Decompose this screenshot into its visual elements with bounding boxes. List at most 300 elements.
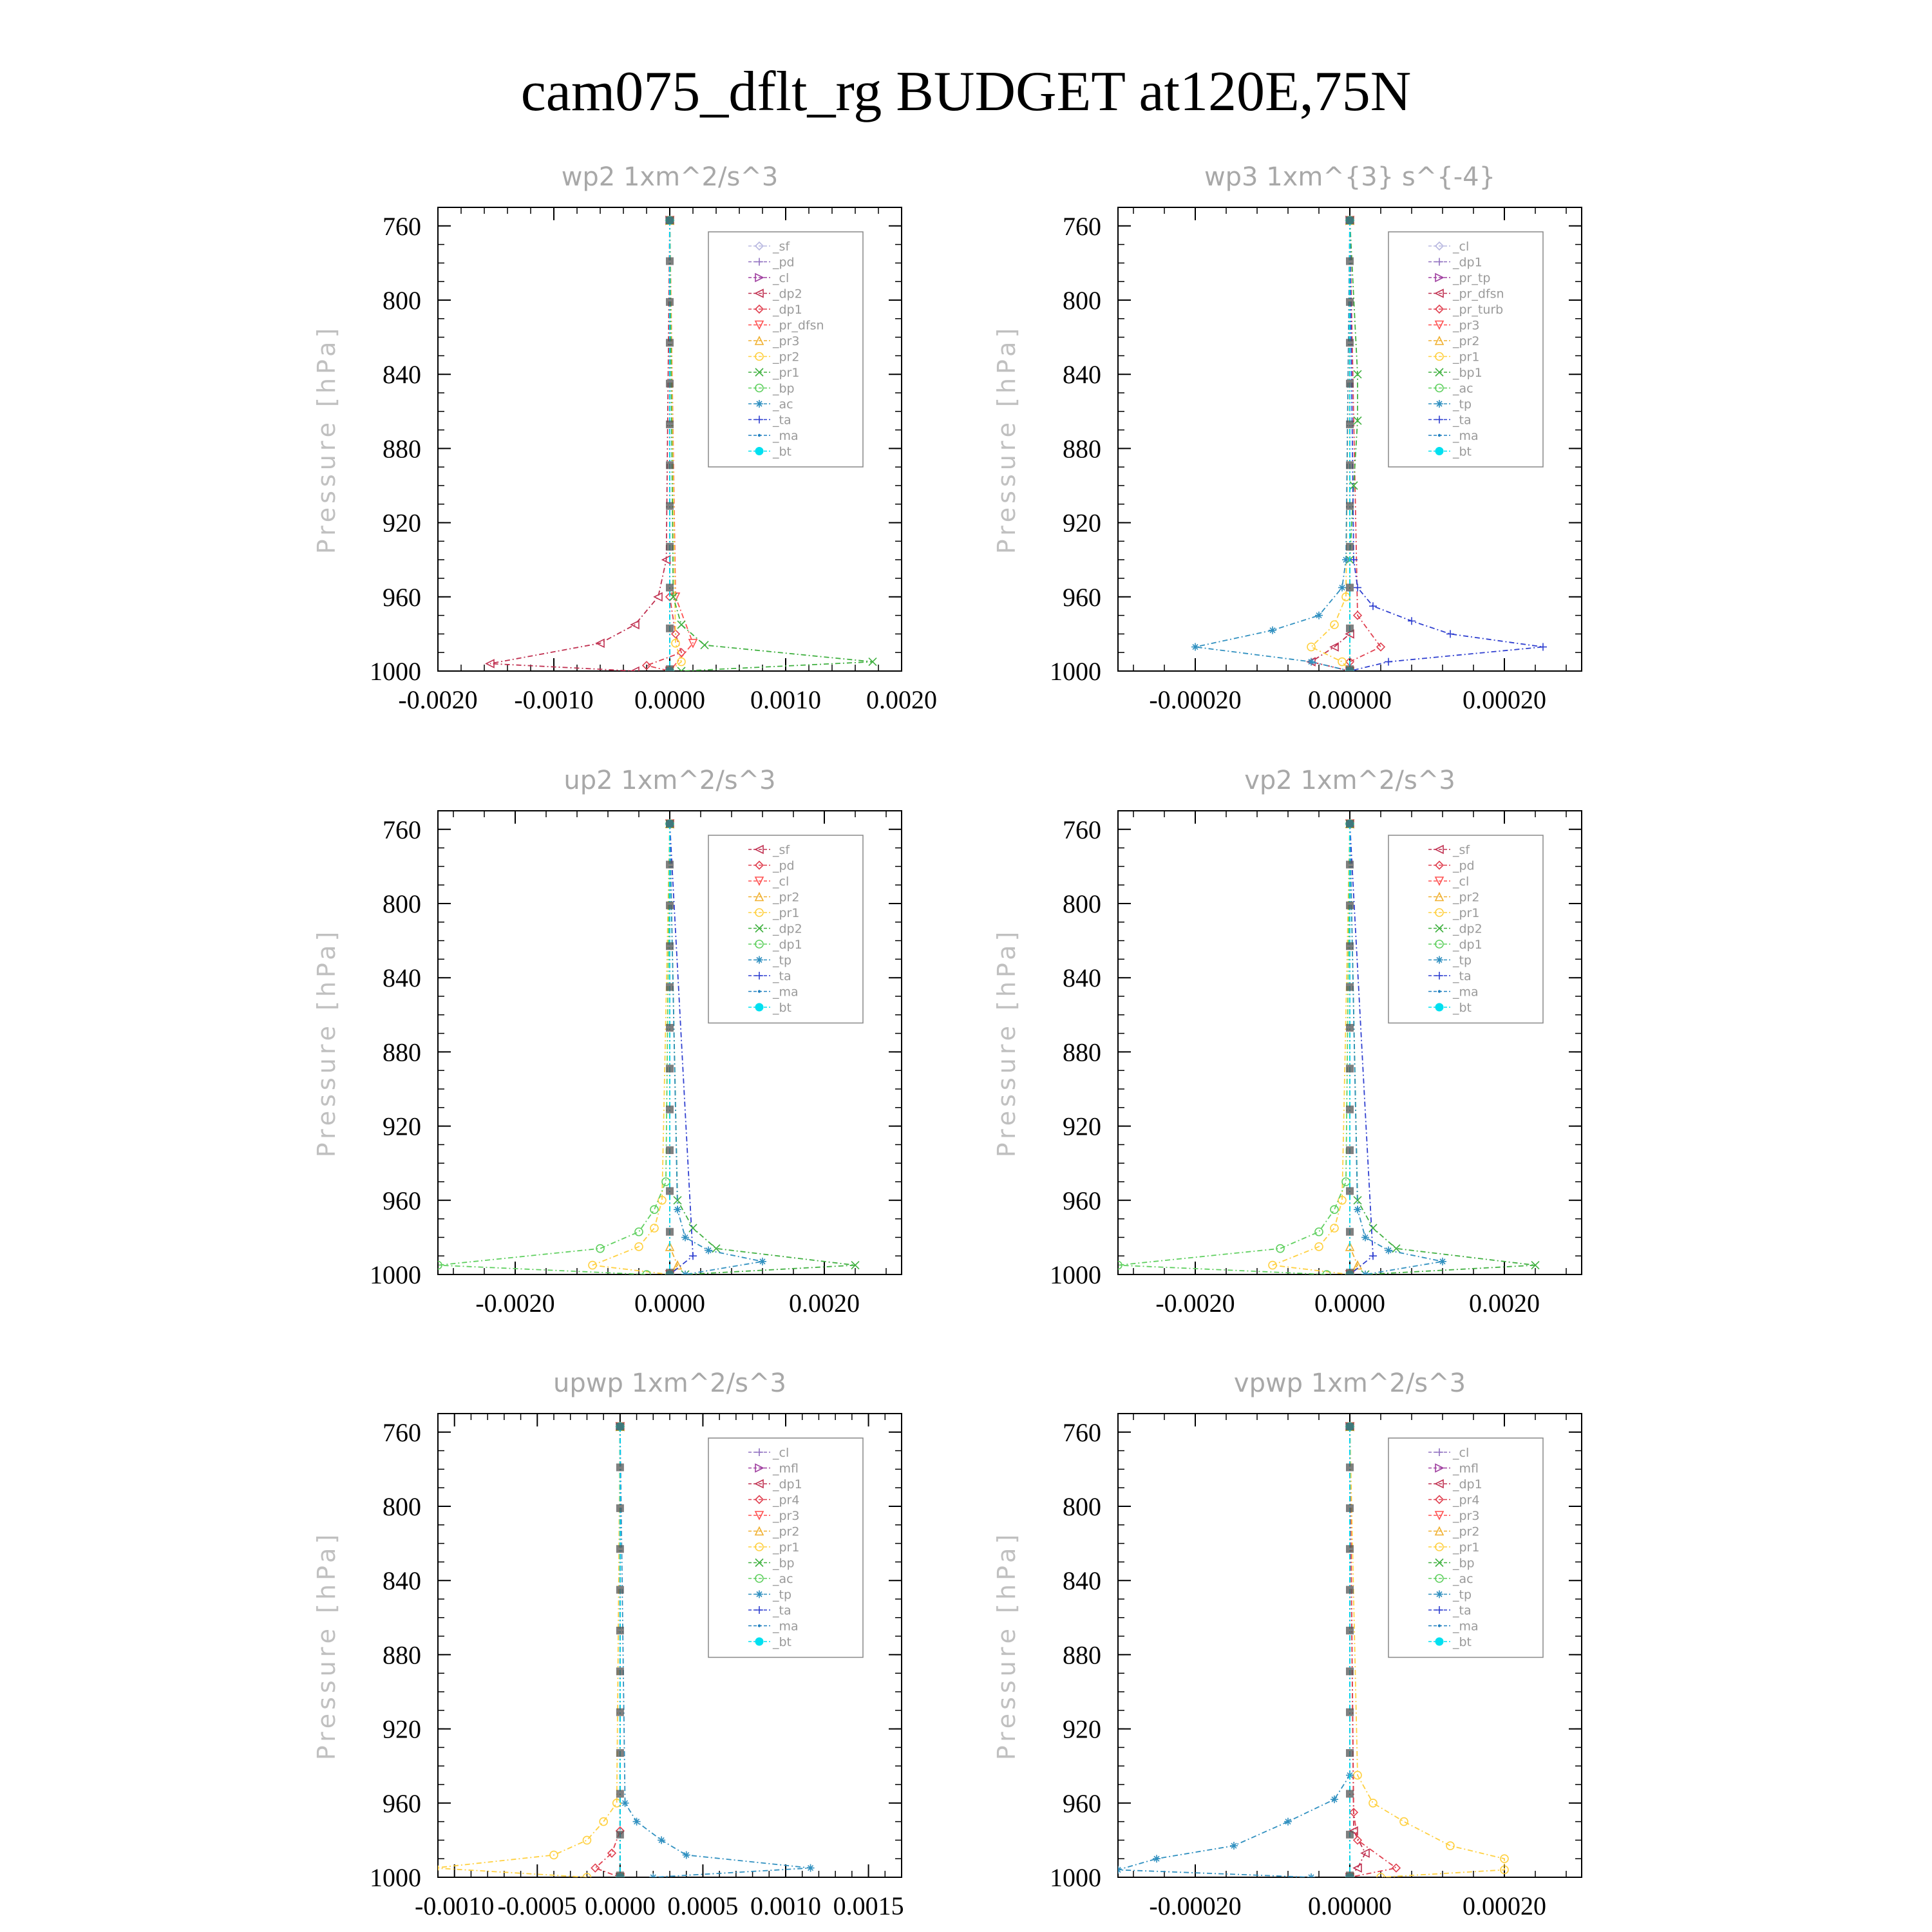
level-marker [666, 1146, 674, 1154]
level-marker [666, 1187, 674, 1195]
legend-label: _ta [1453, 1604, 1472, 1618]
level-marker [1346, 820, 1354, 828]
legend-label: _ta [1453, 969, 1472, 983]
data-point_tp [674, 1206, 681, 1213]
y-tick-label: 800 [383, 889, 421, 918]
series-line_pr4 [595, 1426, 620, 1877]
y-tick-label: 960 [383, 1788, 421, 1818]
level-marker [1346, 1065, 1354, 1072]
level-marker [616, 1545, 624, 1553]
legend [708, 232, 863, 467]
series-line_tp [1118, 1426, 1350, 1877]
legend-label: _bt [1453, 444, 1472, 459]
level-marker [666, 216, 674, 224]
legend-label: _pr_tp [1453, 271, 1491, 285]
level-marker [666, 1228, 674, 1236]
series-line_pr_dfsn [1311, 220, 1350, 671]
level-marker [1346, 665, 1354, 673]
level-marker [666, 543, 674, 551]
series-line_dp1 [1118, 824, 1350, 1274]
legend-label: _ta [1453, 413, 1472, 428]
panel-wp3 [992, 162, 1582, 714]
legend-label: _pd [773, 858, 795, 873]
level-marker [666, 665, 674, 673]
panel-title: vp2 1xm^2/s^3 [1244, 766, 1455, 795]
data-point_dp2 [689, 1224, 697, 1232]
legend-label: _bt [773, 444, 792, 459]
series-line_dp2 [490, 220, 670, 671]
level-marker [1346, 942, 1354, 950]
panel-vp2 [992, 766, 1582, 1318]
data-point_ta [1369, 602, 1377, 610]
legend-label: _tp [1453, 397, 1472, 412]
legend [708, 1438, 863, 1658]
legend-label: _bp [773, 1556, 795, 1571]
legend-label: _pr_turb [1453, 303, 1504, 317]
legend-marker [1438, 434, 1441, 437]
level-marker [666, 461, 674, 469]
data-point_tp [1439, 1258, 1446, 1265]
legend-label: _ac [773, 1572, 793, 1586]
legend-label: _bt [773, 1635, 792, 1649]
level-marker [1346, 1187, 1354, 1195]
level-marker [1346, 625, 1354, 632]
x-tick-label: 0.0000 [584, 1891, 656, 1920]
y-tick-label: 800 [383, 286, 421, 315]
legend-label: _dp1 [1453, 1477, 1482, 1492]
panel-up2 [312, 766, 902, 1318]
y-tick-label: 800 [1063, 286, 1101, 315]
x-tick-label: 0.0000 [1314, 1289, 1385, 1318]
level-marker [616, 1831, 624, 1839]
y-tick-label: 760 [1063, 211, 1101, 241]
legend-label: _tp [1453, 953, 1472, 968]
legend-label: _ma [1453, 985, 1479, 999]
level-marker [666, 421, 674, 428]
legend-marker [1435, 1003, 1443, 1011]
y-tick-label: 800 [383, 1492, 421, 1521]
legend [1388, 835, 1543, 1023]
y-tick-label: 880 [1063, 1037, 1101, 1067]
legend-label: _cl [773, 271, 790, 285]
data-point_ta [1408, 617, 1416, 625]
data-point_pr1 [1400, 1818, 1408, 1826]
x-tick-label: -0.0020 [398, 685, 478, 714]
level-marker [666, 258, 674, 265]
level-marker [1346, 1024, 1354, 1032]
panel-title: wp2 1xm^2/s^3 [561, 162, 779, 192]
legend-label: _cl [1453, 240, 1470, 254]
y-tick-label: 960 [1063, 582, 1101, 612]
data-point_ta [1385, 658, 1392, 666]
series-line_pr1 [1273, 824, 1350, 1274]
panel-upwp [312, 1368, 904, 1920]
data-point_dp2 [1369, 1224, 1377, 1232]
data-point_tp [1307, 1873, 1315, 1881]
x-tick-label: 0.0020 [789, 1289, 860, 1318]
series-line_tp [1195, 220, 1350, 671]
level-marker [1346, 1831, 1354, 1839]
legend-label: _pr3 [1453, 318, 1480, 333]
level-marker [616, 1586, 624, 1594]
level-marker [1346, 583, 1354, 591]
data-point_dp1 [635, 1228, 643, 1236]
panel-title: up2 1xm^2/s^3 [564, 766, 776, 795]
data-point_tp [1354, 1206, 1361, 1213]
legend-marker [758, 1624, 761, 1627]
legend-label: _pr_dfsn [1453, 287, 1504, 301]
data-point_pr4 [591, 1864, 599, 1872]
level-marker [1346, 1667, 1354, 1675]
level-marker [1346, 1269, 1354, 1276]
x-tick-label: -0.0010 [514, 685, 594, 714]
legend-label: _sf [773, 843, 790, 857]
level-marker [1346, 1871, 1354, 1879]
level-marker [1346, 1749, 1354, 1757]
y-tick-label: 880 [383, 1640, 421, 1670]
legend-label: _cl [773, 875, 790, 889]
data-point_dp1 [662, 1178, 670, 1186]
data-point_dp1 [1315, 1228, 1323, 1236]
legend-marker [755, 1638, 763, 1645]
y-axis-label: Pressure [hPa] [992, 1530, 1021, 1761]
panel-title: vpwp 1xm^2/s^3 [1233, 1368, 1466, 1398]
legend-marker [1438, 990, 1441, 992]
y-tick-label: 840 [1063, 360, 1101, 390]
y-tick-label: 920 [383, 1112, 421, 1141]
legend-label: _bp [1453, 1556, 1475, 1571]
data-point_pr1 [1331, 1224, 1338, 1232]
level-marker [1346, 902, 1354, 909]
data-point_dp1 [1342, 1178, 1350, 1186]
data-point_tp [683, 1851, 690, 1859]
level-marker [666, 1065, 674, 1072]
data-point_dp1 [1354, 1864, 1361, 1872]
y-axis-label: Pressure [hPa] [992, 324, 1021, 554]
y-tick-label: 920 [1063, 1112, 1101, 1141]
level-marker [1346, 1790, 1354, 1797]
legend-label: _cl [1453, 875, 1470, 889]
legend-label: _mfl [773, 1461, 799, 1476]
data-point_ta [1446, 630, 1454, 638]
y-tick-label: 1000 [370, 657, 421, 686]
level-marker [666, 983, 674, 991]
legend-label: _bt [1453, 1001, 1472, 1015]
legend-label: _cl [1453, 1446, 1470, 1460]
y-tick-label: 840 [383, 963, 421, 993]
y-axis-label: Pressure [hPa] [312, 1530, 341, 1761]
x-tick-label: 0.00020 [1463, 1891, 1546, 1920]
data-point_tp [705, 1247, 712, 1255]
data-point_pr1 [583, 1836, 591, 1844]
legend-label: _ma [1453, 429, 1479, 443]
data-point_tp [1315, 612, 1323, 620]
y-tick-label: 1000 [1050, 657, 1101, 686]
y-tick-label: 960 [1063, 1788, 1101, 1818]
y-tick-label: 1000 [370, 1863, 421, 1892]
data-point_tp [1191, 643, 1199, 651]
legend-label: _pr4 [773, 1493, 800, 1508]
legend-marker [758, 990, 761, 992]
data-point_pr1 [677, 621, 685, 629]
level-marker [1346, 983, 1354, 991]
legend-label: _pr3 [773, 334, 800, 348]
legend-label: _dp2 [1453, 922, 1482, 936]
y-tick-label: 920 [1063, 508, 1101, 538]
data-point_pr1 [701, 641, 708, 649]
series-line_pr1 [1311, 220, 1350, 671]
level-marker [1346, 543, 1354, 551]
y-tick-label: 920 [1063, 1714, 1101, 1744]
legend-label: _ac [1453, 1572, 1473, 1586]
level-marker [666, 1269, 674, 1276]
level-marker [616, 1709, 624, 1716]
level-marker [1346, 1627, 1354, 1634]
level-marker [1346, 1106, 1354, 1113]
y-tick-label: 800 [1063, 889, 1101, 918]
level-marker [1346, 216, 1354, 224]
level-marker [1346, 461, 1354, 469]
legend [1388, 232, 1543, 467]
x-tick-label: 0.0010 [750, 685, 821, 714]
y-tick-label: 800 [1063, 1492, 1101, 1521]
legend-label: _pr3 [1453, 1509, 1480, 1523]
panel-title: wp3 1xm^{3} s^{-4} [1204, 162, 1496, 192]
data-point_tp [1230, 1842, 1238, 1850]
y-tick-label: 760 [1063, 1417, 1101, 1447]
legend-label: _bt [773, 1001, 792, 1015]
data-point_tp [1269, 627, 1276, 634]
data-point_ta [689, 1252, 697, 1260]
level-marker [1346, 861, 1354, 869]
data-point_tp [649, 1873, 657, 1881]
x-tick-label: -0.0020 [1155, 1289, 1235, 1318]
series-line_pr_turb [1350, 220, 1381, 671]
legend-label: _pr3 [773, 1509, 800, 1523]
legend-marker [1435, 1638, 1443, 1645]
level-marker [1346, 1228, 1354, 1236]
legend-label: _ta [773, 969, 791, 983]
y-tick-label: 880 [383, 1037, 421, 1067]
level-marker [1346, 380, 1354, 388]
series-line_dp1 [647, 220, 681, 671]
x-tick-label: 0.00020 [1463, 685, 1546, 714]
data-point_dp1 [650, 1206, 658, 1213]
level-marker [666, 902, 674, 909]
y-tick-label: 880 [1063, 1640, 1101, 1670]
y-tick-label: 760 [383, 1417, 421, 1447]
level-marker [666, 625, 674, 632]
data-point_pr1 [650, 1224, 658, 1232]
legend-label: _bt [1453, 1635, 1472, 1649]
y-tick-label: 760 [1063, 815, 1101, 844]
legend [708, 835, 863, 1023]
legend-label: _pr1 [1453, 350, 1480, 365]
y-axis-label: Pressure [hPa] [992, 927, 1021, 1158]
data-point_dp1 [1331, 1206, 1338, 1213]
x-tick-label: 0.00000 [1308, 1891, 1392, 1920]
legend-label: _mfl [1453, 1461, 1479, 1476]
level-marker [616, 1871, 624, 1879]
legend-label: _pr2 [773, 350, 800, 365]
legend-label: _ta [773, 413, 791, 428]
data-point_tp [759, 1258, 766, 1265]
data-point_tp [1153, 1855, 1160, 1862]
x-tick-label: -0.0005 [497, 1891, 577, 1920]
data-point_pr1 [1369, 1799, 1377, 1807]
y-tick-label: 880 [383, 434, 421, 464]
legend-label: _pr2 [773, 890, 800, 905]
legend-label: _dp1 [773, 1477, 802, 1492]
legend-label: _tp [1453, 1587, 1472, 1602]
legend-label: _pr1 [1453, 906, 1480, 920]
level-marker [666, 380, 674, 388]
x-tick-label: 0.0010 [750, 1891, 821, 1920]
data-point_tp [681, 1233, 689, 1241]
figure-title: cam075_dflt_rg BUDGET at120E,75N [520, 61, 1412, 123]
data-point_ta [1369, 1252, 1377, 1260]
level-marker [1346, 1464, 1354, 1472]
x-tick-label: 0.00000 [1308, 685, 1392, 714]
y-tick-label: 840 [1063, 963, 1101, 993]
level-marker [616, 1667, 624, 1675]
legend-label: _pr2 [1453, 890, 1480, 905]
level-marker [616, 1423, 624, 1430]
data-point_ta [1539, 643, 1547, 651]
legend-label: _ma [773, 429, 799, 443]
data-point_tp [1284, 1818, 1292, 1826]
panel-wp2 [312, 162, 937, 714]
legend-label: _ta [773, 1604, 791, 1618]
level-marker [666, 942, 674, 950]
data-point_pr1 [1307, 643, 1315, 651]
level-marker [1346, 258, 1354, 265]
level-marker [616, 1464, 624, 1472]
legend-label: _dp1 [1453, 938, 1482, 952]
legend-label: _tp [773, 1587, 792, 1602]
y-axis-label: Pressure [hPa] [312, 324, 341, 554]
legend-marker [1438, 1624, 1441, 1627]
x-tick-label: 0.0005 [667, 1891, 739, 1920]
level-marker [616, 1504, 624, 1512]
series-line_pr1 [435, 1426, 620, 1877]
legend [1388, 1438, 1543, 1658]
legend-label: _pr2 [1453, 334, 1480, 348]
series-line_pr2 [670, 824, 677, 1274]
y-tick-label: 880 [1063, 434, 1101, 464]
legend-label: _dp1 [1453, 255, 1482, 270]
data-point_tp [1385, 1247, 1392, 1255]
legend-marker [1435, 448, 1443, 455]
level-marker [666, 583, 674, 591]
legend-label: _pd [1453, 858, 1475, 873]
x-tick-label: 0.0000 [634, 685, 705, 714]
level-marker [666, 820, 674, 828]
level-marker [1346, 1586, 1354, 1594]
legend-label: _dp2 [773, 287, 802, 301]
level-marker [666, 298, 674, 306]
legend-label: _bp1 [1453, 366, 1482, 380]
data-point_tp [1331, 1795, 1338, 1803]
level-marker [666, 861, 674, 869]
series-line_pr2 [1350, 824, 1358, 1274]
y-tick-label: 760 [383, 815, 421, 844]
y-tick-label: 920 [383, 508, 421, 538]
data-point_tp [621, 1799, 629, 1807]
data-point_tp [1342, 556, 1350, 564]
data-point_pr1 [1338, 658, 1346, 666]
level-marker [666, 1024, 674, 1032]
x-tick-label: 0.0000 [634, 1289, 705, 1318]
y-tick-label: 1000 [1050, 1260, 1101, 1289]
panel-vpwp [992, 1368, 1582, 1920]
data-point_pr1 [600, 1818, 607, 1826]
legend-marker [755, 448, 763, 455]
x-tick-label: 0.0020 [1469, 1289, 1540, 1318]
y-tick-label: 960 [383, 1186, 421, 1215]
x-tick-label: 0.0020 [866, 685, 937, 714]
y-tick-label: 960 [1063, 1186, 1101, 1215]
data-point_tp [807, 1864, 815, 1872]
legend-label: _pr2 [1453, 1524, 1480, 1539]
legend-label: _pr1 [773, 906, 800, 920]
level-marker [1346, 1146, 1354, 1154]
level-marker [666, 502, 674, 510]
legend-label: _pr1 [1453, 1540, 1480, 1555]
legend-label: _ma [1453, 1619, 1479, 1634]
legend-marker [758, 434, 761, 437]
y-tick-label: 1000 [1050, 1863, 1101, 1892]
level-marker [1346, 1423, 1354, 1430]
legend-label: _sf [773, 240, 790, 254]
data-point_tp [1114, 1866, 1122, 1873]
level-marker [666, 1106, 674, 1113]
legend-label: _dp1 [773, 303, 802, 317]
legend-label: _pr_dfsn [773, 318, 824, 333]
legend-label: _pr1 [773, 1540, 800, 1555]
x-tick-label: -0.00020 [1149, 685, 1242, 714]
y-tick-label: 1000 [370, 1260, 421, 1289]
x-tick-label: -0.00020 [1149, 1891, 1242, 1920]
x-tick-label: -0.0020 [475, 1289, 555, 1318]
legend-label: _dp2 [773, 922, 802, 936]
legend-label: _sf [1453, 843, 1470, 857]
level-marker [1346, 339, 1354, 346]
legend-label: _cl [773, 1446, 790, 1460]
legend-label: _pd [773, 255, 795, 270]
y-tick-label: 840 [383, 360, 421, 390]
legend-label: _dp1 [773, 938, 802, 952]
x-tick-label: -0.0010 [415, 1891, 495, 1920]
legend-label: _pr1 [773, 366, 800, 380]
y-tick-label: 920 [383, 1714, 421, 1744]
legend-label: _bp [773, 381, 795, 396]
level-marker [1346, 1545, 1354, 1553]
level-marker [616, 1790, 624, 1797]
data-point_pr1 [869, 658, 876, 666]
level-marker [1346, 502, 1354, 510]
panel-title: upwp 1xm^2/s^3 [553, 1368, 786, 1398]
data-point_tp [1307, 658, 1315, 666]
legend-marker [755, 1003, 763, 1011]
y-tick-label: 760 [383, 211, 421, 241]
y-axis-label: Pressure [hPa] [312, 927, 341, 1158]
level-marker [1346, 1504, 1354, 1512]
legend-label: _ac [1453, 381, 1473, 396]
level-marker [616, 1749, 624, 1757]
y-tick-label: 840 [1063, 1566, 1101, 1596]
legend-label: _ac [773, 397, 793, 412]
